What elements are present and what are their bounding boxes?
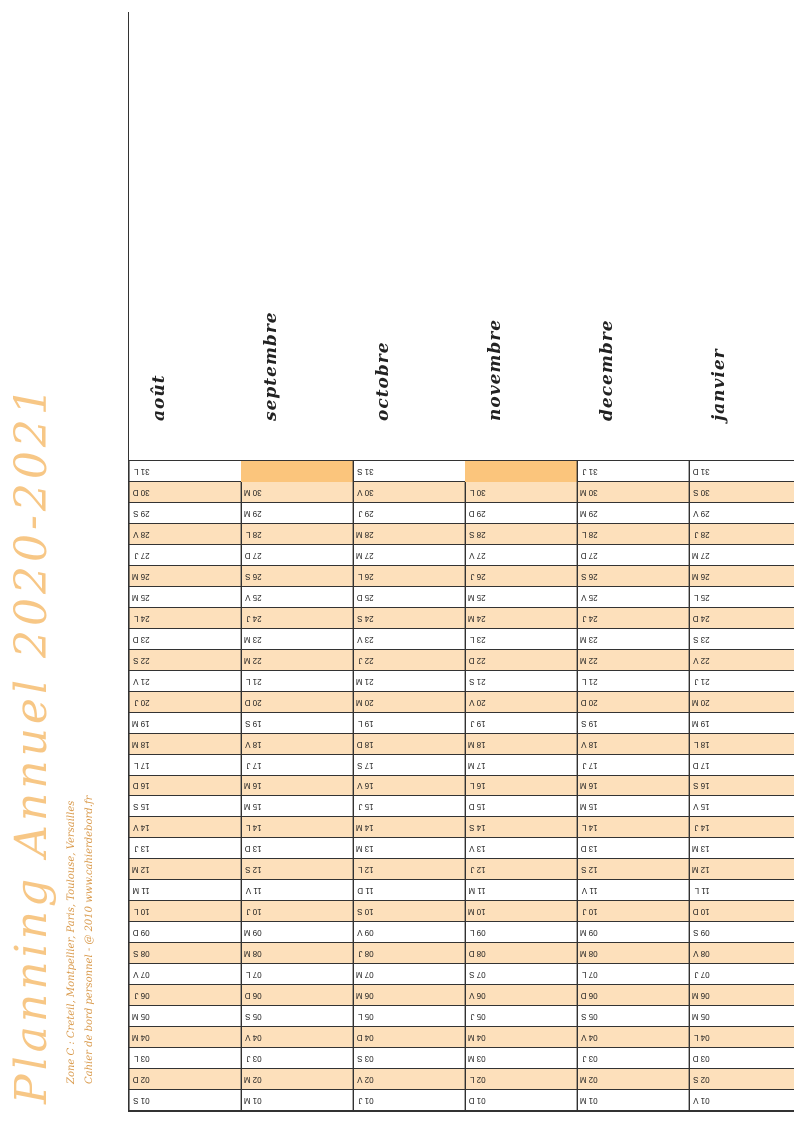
day-cell[interactable]: 18 V xyxy=(577,734,598,755)
day-cell[interactable]: 13 J xyxy=(129,838,150,859)
day-cell[interactable]: 15 M xyxy=(577,797,598,818)
day-cell[interactable]: 06 D xyxy=(241,985,262,1006)
month-notes-column xyxy=(598,461,689,1111)
day-cell[interactable]: 16 S xyxy=(689,776,710,797)
day-cell[interactable]: 20 V xyxy=(465,692,486,713)
day-cell[interactable]: 07 L xyxy=(577,964,598,985)
day-cell[interactable]: 21 J xyxy=(689,671,710,692)
day-cell[interactable]: 17 J xyxy=(241,755,262,776)
day-cell[interactable]: 15 M xyxy=(241,797,262,818)
month-notes-column xyxy=(262,461,353,1111)
day-cell[interactable]: 05 M xyxy=(689,1006,710,1027)
month-header xyxy=(465,11,577,461)
day-cell[interactable]: 21 L xyxy=(241,671,262,692)
day-cell[interactable]: 13 M xyxy=(353,838,374,859)
day-cell[interactable]: 29 D xyxy=(465,503,486,524)
day-cell[interactable]: 20 M xyxy=(689,692,710,713)
day-cell[interactable]: 03 S xyxy=(353,1048,374,1069)
day-cell[interactable]: 10 M xyxy=(465,901,486,922)
month-header xyxy=(689,11,794,461)
day-cell[interactable]: 07 S xyxy=(465,964,486,985)
day-cell[interactable]: 10 J xyxy=(577,901,598,922)
day-cell[interactable]: 26 L xyxy=(353,566,374,587)
day-cell[interactable]: 30 V xyxy=(353,482,374,503)
day-cell[interactable]: 03 J xyxy=(577,1048,598,1069)
day-cell[interactable]: 05 J xyxy=(465,1006,486,1027)
day-cell[interactable]: 11 D xyxy=(353,880,374,901)
planner-frame xyxy=(128,12,794,1112)
day-cell[interactable]: 16 D xyxy=(129,776,150,797)
day-cell[interactable]: 11 M xyxy=(465,880,486,901)
day-cell[interactable]: 19 J xyxy=(465,713,486,734)
day-cell[interactable]: 26 J xyxy=(465,566,486,587)
day-cell[interactable]: 01 M xyxy=(577,1090,598,1111)
month-notes-column xyxy=(150,461,241,1111)
day-cell[interactable]: 11 V xyxy=(577,880,598,901)
day-cell[interactable]: 08 J xyxy=(353,943,374,964)
day-cell[interactable]: 17 L xyxy=(129,755,150,776)
day-cell[interactable]: 28 M xyxy=(353,524,374,545)
day-cell[interactable]: 24 D xyxy=(689,608,710,629)
day-cell[interactable]: 23 D xyxy=(129,629,150,650)
day-cell[interactable]: 12 S xyxy=(577,859,598,880)
day-cell[interactable]: 02 M xyxy=(577,1069,598,1090)
day-cell[interactable]: 31 D xyxy=(689,461,710,482)
day-cell[interactable]: 29 M xyxy=(241,503,262,524)
credit-subtitle: Cahier de bord personnel - @ 2010 www.cahierdebord.fr xyxy=(84,795,95,1084)
day-cell[interactable]: 26 M xyxy=(689,566,710,587)
day-cell[interactable]: 03 D xyxy=(689,1048,710,1069)
day-cell[interactable]: 22 J xyxy=(353,650,374,671)
day-cell[interactable]: 01 V xyxy=(689,1090,710,1111)
day-cell[interactable]: 24 J xyxy=(577,608,598,629)
day-cell[interactable]: 05 S xyxy=(241,1006,262,1027)
day-cell[interactable]: 29 M xyxy=(577,503,598,524)
month-notes-column xyxy=(710,461,794,1111)
day-cell[interactable]: 26 S xyxy=(577,566,598,587)
day-cell[interactable]: 15 D xyxy=(465,797,486,818)
month-label-5: janvier xyxy=(709,348,730,421)
day-cell[interactable]: 17 S xyxy=(353,755,374,776)
day-cell[interactable]: 02 S xyxy=(689,1069,710,1090)
day-cell[interactable]: 25 L xyxy=(689,587,710,608)
day-cell[interactable]: 09 L xyxy=(465,922,486,943)
day-cell[interactable]: 12 M xyxy=(689,859,710,880)
day-cell[interactable]: 25 V xyxy=(577,587,598,608)
day-cell[interactable]: 08 M xyxy=(577,943,598,964)
day-cell[interactable]: 02 D xyxy=(129,1069,150,1090)
planner-table xyxy=(128,12,794,1112)
day-cell[interactable]: 23 S xyxy=(689,629,710,650)
day-cell[interactable]: 22 M xyxy=(241,650,262,671)
day-cell[interactable]: 21 L xyxy=(577,671,598,692)
header-separator xyxy=(129,460,794,461)
day-cell[interactable]: 18 M xyxy=(465,734,486,755)
day-cell[interactable]: 04 V xyxy=(577,1027,598,1048)
day-cell[interactable]: 17 D xyxy=(689,755,710,776)
day-cell[interactable]: 22 S xyxy=(129,650,150,671)
day-cell[interactable]: 04 V xyxy=(241,1027,262,1048)
month-header xyxy=(241,11,353,461)
day-cell[interactable]: 29 V xyxy=(689,503,710,524)
day-cell[interactable]: 01 D xyxy=(465,1090,486,1111)
day-cell[interactable]: 22 D xyxy=(465,650,486,671)
day-cell[interactable]: 05 L xyxy=(353,1006,374,1027)
day-cell[interactable]: 28 S xyxy=(465,524,486,545)
day-cell[interactable]: 18 M xyxy=(129,734,150,755)
day-cell[interactable]: 08 M xyxy=(241,943,262,964)
day-cell[interactable]: 17 M xyxy=(465,755,486,776)
day-cell[interactable]: 23 L xyxy=(465,629,486,650)
day-cell[interactable]: 08 D xyxy=(465,943,486,964)
day-cell[interactable]: 04 D xyxy=(353,1027,374,1048)
day-cell[interactable]: 03 L xyxy=(129,1048,150,1069)
day-cell[interactable]: 07 L xyxy=(241,964,262,985)
day-cell[interactable]: 05 S xyxy=(577,1006,598,1027)
day-cell[interactable]: 14 S xyxy=(465,817,486,838)
day-cell[interactable]: 28 V xyxy=(129,524,150,545)
day-cell[interactable]: 16 V xyxy=(353,776,374,797)
month-header xyxy=(129,11,241,461)
day-cell[interactable]: 14 L xyxy=(241,817,262,838)
day-cell[interactable]: 25 M xyxy=(129,587,150,608)
day-cell[interactable]: 09 V xyxy=(353,922,374,943)
day-cell[interactable]: 25 D xyxy=(353,587,374,608)
day-cell[interactable]: 12 J xyxy=(465,859,486,880)
day-cell[interactable]: 28 L xyxy=(577,524,598,545)
day-cell[interactable]: 15 S xyxy=(129,797,150,818)
day-cell[interactable]: 22 M xyxy=(577,650,598,671)
day-cell[interactable]: 28 L xyxy=(241,524,262,545)
day-cell[interactable]: 01 S xyxy=(129,1090,150,1111)
day-cell[interactable]: 21 S xyxy=(465,671,486,692)
day-cell[interactable]: 05 M xyxy=(129,1006,150,1027)
zone-subtitle: Zone C : Creteil, Montpellier, Paris, Toulouse, Versailles xyxy=(66,800,77,1084)
day-cell[interactable]: 22 V xyxy=(689,650,710,671)
day-cell[interactable]: 06 D xyxy=(577,985,598,1006)
day-cell[interactable]: 18 D xyxy=(353,734,374,755)
day-cell[interactable]: 29 J xyxy=(353,503,374,524)
day-cell[interactable]: 27 V xyxy=(465,545,486,566)
day-cell[interactable]: 14 J xyxy=(689,817,710,838)
month-header xyxy=(577,11,689,461)
day-cell[interactable]: 06 M xyxy=(689,985,710,1006)
day-cell[interactable]: 24 S xyxy=(353,608,374,629)
day-cell[interactable]: 27 M xyxy=(689,545,710,566)
day-cell[interactable]: 30 M xyxy=(241,482,262,503)
day-cell[interactable]: 01 J xyxy=(353,1090,374,1111)
day-cell[interactable]: 24 M xyxy=(465,608,486,629)
day-cell[interactable]: 14 V xyxy=(129,817,150,838)
day-cell[interactable]: 19 S xyxy=(577,713,598,734)
day-cell[interactable]: 26 S xyxy=(241,566,262,587)
day-cell[interactable]: 31 L xyxy=(129,461,150,482)
day-cell[interactable]: 16 L xyxy=(465,776,486,797)
month-notes-column xyxy=(374,461,465,1111)
day-cell[interactable]: 30 D xyxy=(129,482,150,503)
day-cell[interactable]: 30 M xyxy=(577,482,598,503)
day-cell[interactable]: 19 S xyxy=(241,713,262,734)
day-cell[interactable]: 19 M xyxy=(689,713,710,734)
day-cell[interactable]: 07 V xyxy=(129,964,150,985)
day-cell[interactable]: 27 D xyxy=(241,545,262,566)
day-cell[interactable]: 06 M xyxy=(353,985,374,1006)
day-cell[interactable]: 21 V xyxy=(129,671,150,692)
day-cell[interactable]: 17 J xyxy=(577,755,598,776)
day-cell[interactable]: 04 M xyxy=(129,1027,150,1048)
month-label-2: octobre xyxy=(373,341,394,421)
day-cell[interactable]: 25 M xyxy=(465,587,486,608)
day-cell[interactable]: 26 M xyxy=(129,566,150,587)
day-cell[interactable]: 23 V xyxy=(353,629,374,650)
day-cell[interactable]: 09 M xyxy=(241,922,262,943)
day-cell[interactable]: 30 L xyxy=(465,482,486,503)
day-cell[interactable]: 09 S xyxy=(689,922,710,943)
day-cell[interactable]: 19 L xyxy=(353,713,374,734)
day-cell[interactable]: 27 M xyxy=(353,545,374,566)
day-cell[interactable]: 20 J xyxy=(129,692,150,713)
day-cell[interactable]: 14 M xyxy=(353,817,374,838)
day-cell[interactable]: 19 M xyxy=(129,713,150,734)
day-cell[interactable]: 23 M xyxy=(577,629,598,650)
day-cell[interactable]: 12 S xyxy=(241,859,262,880)
day-cell[interactable]: 11 M xyxy=(129,880,150,901)
day-cell[interactable]: 24 L xyxy=(129,608,150,629)
day-cell[interactable]: 12 L xyxy=(353,859,374,880)
day-cell[interactable]: 07 J xyxy=(689,964,710,985)
day-cell[interactable]: 04 L xyxy=(689,1027,710,1048)
day-cell[interactable]: 06 J xyxy=(129,985,150,1006)
month-label-1: septembre xyxy=(261,311,282,421)
day-cell[interactable]: 15 J xyxy=(353,797,374,818)
day-cell[interactable]: 02 M xyxy=(241,1069,262,1090)
page-title: Planning Annuel 2020-2021 xyxy=(6,383,57,1104)
day-cell[interactable]: 07 M xyxy=(353,964,374,985)
day-cell[interactable]: 15 V xyxy=(689,797,710,818)
day-cell[interactable]: 23 M xyxy=(241,629,262,650)
month-header xyxy=(353,11,465,461)
day-cell[interactable]: 11 V xyxy=(241,880,262,901)
day-cell[interactable]: 13 M xyxy=(689,838,710,859)
day-cell[interactable]: 13 D xyxy=(241,838,262,859)
day-cell[interactable]: 20 D xyxy=(577,692,598,713)
day-cell[interactable]: 27 D xyxy=(577,545,598,566)
day-cell[interactable]: 12 M xyxy=(129,859,150,880)
day-cell[interactable]: 09 D xyxy=(129,922,150,943)
day-cell[interactable]: 20 M xyxy=(353,692,374,713)
day-cell[interactable]: 04 M xyxy=(465,1027,486,1048)
day-cell[interactable]: 10 J xyxy=(241,901,262,922)
unused-day-cell xyxy=(465,461,577,482)
day-cell[interactable]: 27 J xyxy=(129,545,150,566)
title-block xyxy=(0,12,128,1112)
day-cell[interactable]: 18 V xyxy=(241,734,262,755)
day-cell[interactable]: 13 D xyxy=(577,838,598,859)
day-cell[interactable]: 20 D xyxy=(241,692,262,713)
day-cell[interactable]: 31 J xyxy=(577,461,598,482)
day-cell[interactable]: 21 M xyxy=(353,671,374,692)
month-notes-column xyxy=(486,461,577,1111)
day-cell[interactable]: 10 L xyxy=(129,901,150,922)
month-label-4: decembre xyxy=(597,319,618,421)
day-cell[interactable]: 30 S xyxy=(689,482,710,503)
day-cell[interactable]: 16 M xyxy=(577,776,598,797)
month-label-0: août xyxy=(149,374,170,421)
day-cell[interactable]: 10 S xyxy=(353,901,374,922)
day-cell[interactable]: 01 M xyxy=(241,1090,262,1111)
day-cell[interactable]: 16 M xyxy=(241,776,262,797)
day-cell[interactable]: 02 L xyxy=(465,1069,486,1090)
day-cell[interactable]: 09 M xyxy=(577,922,598,943)
day-cell[interactable]: 06 V xyxy=(465,985,486,1006)
day-cell[interactable]: 08 V xyxy=(689,943,710,964)
day-cell[interactable]: 03 J xyxy=(241,1048,262,1069)
day-cell[interactable]: 28 J xyxy=(689,524,710,545)
day-cell[interactable]: 31 S xyxy=(353,461,374,482)
day-cell[interactable]: 08 S xyxy=(129,943,150,964)
day-cell[interactable]: 29 S xyxy=(129,503,150,524)
day-cell[interactable]: 02 V xyxy=(353,1069,374,1090)
day-cell[interactable]: 14 L xyxy=(577,817,598,838)
day-cell[interactable]: 11 L xyxy=(689,880,710,901)
day-cell[interactable]: 03 M xyxy=(465,1048,486,1069)
month-label-3: novembre xyxy=(485,318,506,421)
unused-day-cell xyxy=(241,461,353,482)
day-cell[interactable]: 18 L xyxy=(689,734,710,755)
day-cell[interactable]: 25 V xyxy=(241,587,262,608)
day-cell[interactable]: 10 D xyxy=(689,901,710,922)
day-cell[interactable]: 24 J xyxy=(241,608,262,629)
day-cell[interactable]: 13 V xyxy=(465,838,486,859)
